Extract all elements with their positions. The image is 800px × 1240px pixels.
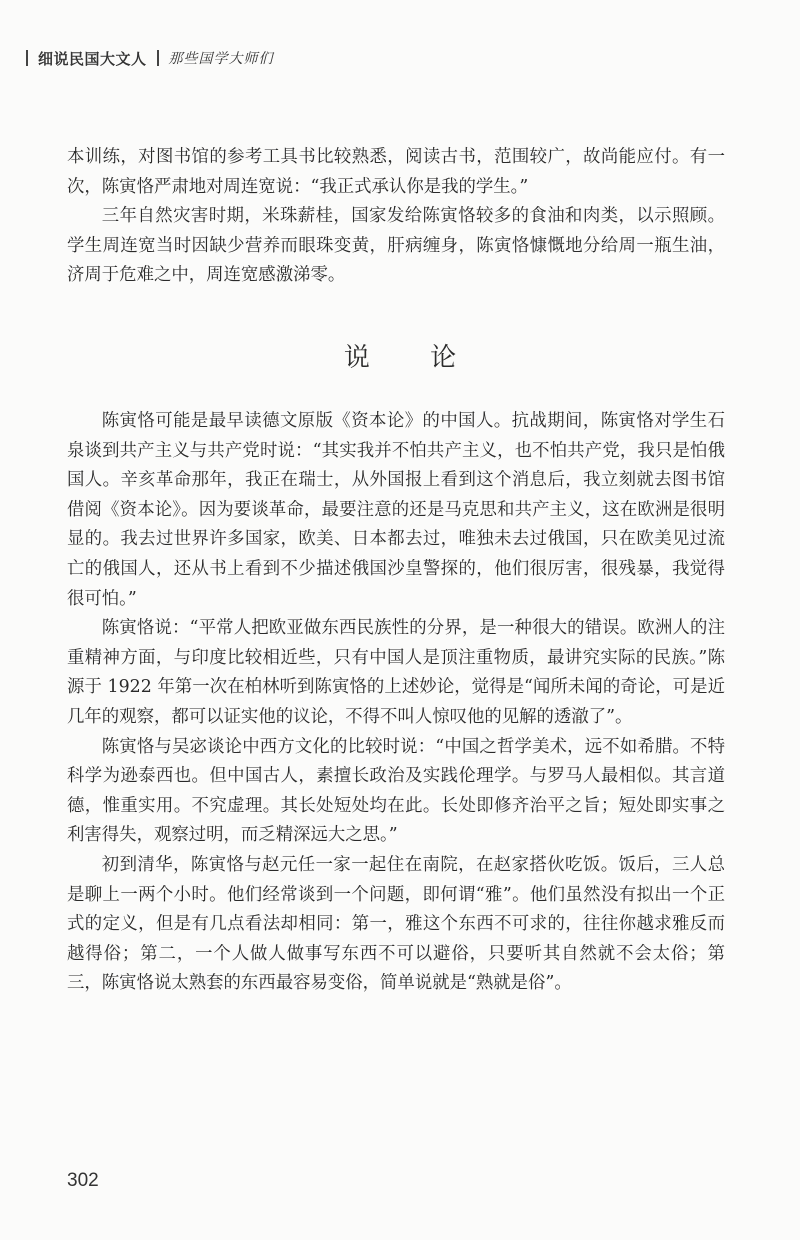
section-heading: 说 论 <box>343 343 483 373</box>
page-number: 302 <box>67 1170 99 1191</box>
paragraph: 陈寅恪与吴宓谈论中西方文化的比较时说：“中国之哲学美术，远不如希腊。不特科学为逊泰西也。但中国古人，素擅长政治及实践伦理学。与罗马人最相似。其言道德，惟重实用。不究虚理。其长处短处均在此。长处即修齐治平之旨；短处即实事之利害得失，观察过明，而乏精深远大之思。” <box>67 736 725 846</box>
running-section-title: 那些国学大师们 <box>168 51 274 67</box>
paragraph: 陈寅恪可能是最早读德文原版《资本论》的中国人。抗战期间，陈寅恪对学生石泉谈到共产主义与共产党时说：“其实我并不怕共产主义，也不怕共产党，我只是怕俄国人。辛亥革命那年，我正在瑞士，从外国报上看到这个消息后，我立刻就去图书馆借阅《资本论》。因为要谈革命，最要注意的还是马克思和共产主义，这在欧洲是很明显的。我去过世界许多国家，欧美、日本都去过，唯独未去过俄国，只在欧美见过流亡的俄国人，还从书上看到不少描述俄国沙皇警探的，他们很厉害，很残暴，我觉得很可怕。” <box>67 411 725 609</box>
continuation-text <box>67 143 725 291</box>
section-body <box>67 407 725 999</box>
paragraph: 本训练，对图书馆的参考工具书比较熟悉，阅读古书，范围较广，故尚能应付。有一次，陈寅恪严肃地对周连宽说：“我正式承认你是我的学生。” <box>67 147 725 197</box>
paragraph: 陈寅恪说：“平常人把欧亚做东西民族性的分界，是一种很大的错误。欧洲人的注重精神方面，与印度比较相近些，只有中国人是顶注重物质，最讲究实际的民族。”陈源于 1922 年第一次在柏林听到陈寅恪的上述妙论，觉得是“闻所未闻的奇论，可是近几年的观察，都可以证实他的议论，不得不叫人惊叹他的见解的透澈了”。 <box>67 618 725 727</box>
header-divider <box>157 50 159 66</box>
paragraph: 三年自然灾害时期，米珠薪桂，国家发给陈寅恪较多的食油和肉类，以示照顾。学生周连宽当时因缺少营养而眼珠变黄，肝病缠身，陈寅恪慷慨地分给周一瓶生油，济周于危难之中，周连宽感激涕零。 <box>67 206 725 286</box>
book-title: 细说民国大文人 <box>38 49 147 68</box>
paragraph: 初到清华，陈寅恪与赵元任一家一起住在南院，在赵家搭伙吃饭。饭后，三人总是聊上一两个小时。他们经常谈到一个问题，即何谓“雅”。他们虽然没有拟出一个正式的定义，但是有几点看法却相同：第一，雅这个东西不可求的，往往你越求雅反而越得俗；第二，一个人做人做事写东西不可以避俗，只要听其自然就不会太俗；第三，陈寅恪说太熟套的东西最容易变俗，简单说就是“熟就是俗”。 <box>67 854 725 994</box>
header-divider <box>26 50 28 66</box>
running-header <box>26 46 274 70</box>
